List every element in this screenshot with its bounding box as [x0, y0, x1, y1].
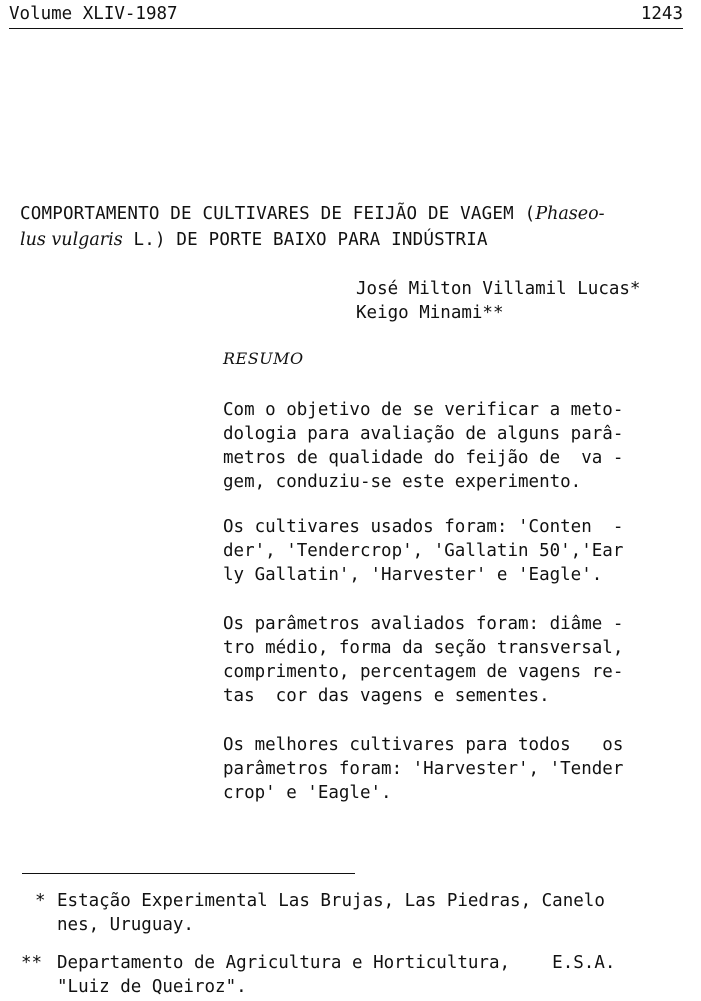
abstract-heading: RESUMO [223, 349, 304, 368]
footnote-2-line-1: Departamento de Agricultura e Horticultura, E.S.A. [57, 953, 616, 973]
article-title-line-1 [20, 204, 605, 224]
abstract-p3-line-4: tas cor das vagens e sementes. [223, 686, 550, 706]
abstract-p1-line-2: dologia para avaliação de alguns parâ- [223, 424, 624, 444]
article-title-line-2 [20, 230, 488, 250]
abstract-p2-line-2: der', 'Tendercrop', 'Gallatin 50','Ear [223, 541, 624, 561]
page-number: 1243 [640, 4, 683, 24]
title-line-2-text: L.) DE PORTE BAIXO PARA INDÚSTRIA [122, 230, 488, 250]
abstract-p1-line-4: gem, conduziu-se este experimento. [223, 472, 582, 492]
footnote-2-mark: ** [21, 953, 43, 973]
footnote-2-line-2: "Luiz de Queiroz". [57, 977, 247, 997]
abstract-p4-line-2: parâmetros foram: 'Harvester', 'Tender [223, 759, 624, 779]
footnote-1-line-2: nes, Uruguay. [57, 915, 194, 935]
abstract-p1-line-1: Com o objetivo de se verificar a meto- [223, 400, 624, 420]
abstract-p3-line-2: tro médio, forma da seção transversal, [223, 638, 624, 658]
abstract-p3-line-3: comprimento, percentagem de vagens re- [223, 662, 624, 682]
running-header-volume: Volume XLIV-1987 [9, 4, 178, 24]
abstract-p2-line-3: ly Gallatin', 'Harvester' e 'Eagle'. [223, 565, 603, 585]
author-1: José Milton Villamil Lucas* [356, 279, 641, 299]
title-line-2-italic: lus vulgaris [20, 230, 123, 250]
footnote-1-mark: * [35, 891, 46, 911]
title-line-1-italic: Phaseo- [535, 204, 605, 224]
abstract-p4-line-1: Os melhores cultivares para todos os [223, 735, 624, 755]
title-line-1-text: COMPORTAMENTO DE CULTIVARES DE FEIJÃO DE VAGEM ( [20, 204, 536, 224]
abstract-p1-line-3: metros de qualidade do feijão de va - [223, 448, 624, 468]
abstract-p2-line-1: Os cultivares usados foram: 'Conten - [223, 517, 624, 537]
author-2: Keigo Minami** [356, 303, 504, 323]
abstract-p4-line-3: crop' e 'Eagle'. [223, 783, 392, 803]
footnote-rule [22, 873, 355, 874]
header-rule [9, 28, 683, 29]
abstract-p3-line-1: Os parâmetros avaliados foram: diâme - [223, 614, 624, 634]
footnote-1-line-1: Estação Experimental Las Brujas, Las Piedras, Canelo [57, 891, 605, 911]
